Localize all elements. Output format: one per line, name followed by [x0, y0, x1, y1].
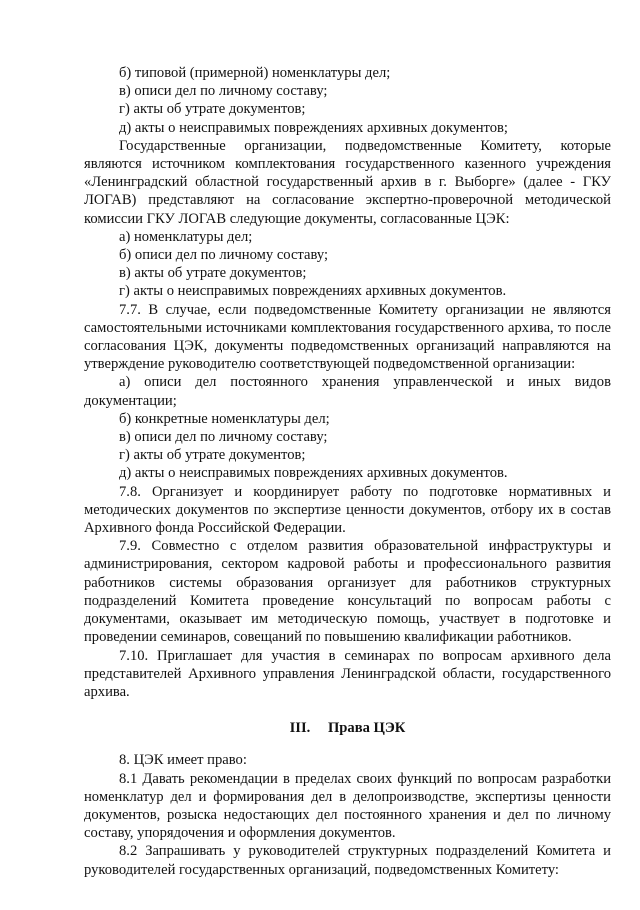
- list-item: б) описи дел по личному составу;: [119, 247, 329, 264]
- list-item: д) акты о неисправимых повреждениях архивных документов;: [119, 119, 508, 136]
- paragraph: 7.9. Совместно с отделом развития образовательной инфраструктуры и администрирования, сектором кадровой работы и профессионального развития работников системы образования организует для работников структурных подразделений Комитета проведение консультаций по вопросам работы с документами, оказывает им методическую помощь, участвует в подготовке и проведении семинаров, совещаний по повышению квалификации работников.: [84, 538, 611, 646]
- list-item: в) описи дел по личному составу;: [119, 429, 328, 446]
- list-item: д) акты о неисправимых повреждениях архивных документов.: [119, 465, 508, 482]
- document-body-part-2: [84, 751, 611, 878]
- list-item: г) акты об утрате документов;: [119, 101, 306, 118]
- section-title: Права ЦЭК: [327, 720, 406, 737]
- list-item: г) акты о неисправимых повреждениях архивных документов.: [119, 283, 507, 300]
- paragraph: 7.7. В случае, если подведомственные Комитету организации не являются самостоятельными источниками комплектования государственного архива, то после согласования ЦЭК, документы подведомственных организаций направляются на утверждение руководителю соответствующей подведомственной организации:: [84, 301, 611, 373]
- section-heading: [84, 719, 611, 737]
- list-item: г) акты об утрате документов;: [119, 447, 306, 464]
- list-item: б) конкретные номенклатуры дел;: [119, 410, 330, 427]
- document-body-part-1: [84, 64, 611, 701]
- document-page: [84, 64, 611, 879]
- list-item: в) описи дел по личному составу;: [119, 83, 328, 100]
- paragraph: а) описи дел постоянного хранения управленческой и иных видов документации;: [84, 374, 611, 409]
- paragraph: 7.8. Организует и координирует работу по подготовке нормативных и методических документов по экспертизе ценности документов, отбору их в состав Архивного фонда Российской Федерации.: [84, 483, 611, 537]
- paragraph: 7.10. Приглашает для участия в семинарах по вопросам архивного дела представителей Архивного управления Ленинградской области, государственного архива.: [84, 647, 611, 700]
- paragraph: 8. ЦЭК имеет право:: [119, 752, 247, 769]
- list-item: а) номенклатуры дел;: [119, 228, 253, 245]
- section-number: III.: [289, 720, 311, 737]
- list-item: в) акты об утрате документов;: [119, 265, 307, 282]
- paragraph: 8.2 Запрашивать у руководителей структурных подразделений Комитета и руководителей государственных организаций, подведомственных Комитету:: [84, 843, 611, 878]
- list-item: б) типовой (примерной) номенклатуры дел;: [119, 65, 391, 81]
- paragraph: Государственные организации, подведомственные Комитету, которые являются источником комплектования государственного казенного учреждения «Ленинградский областной государственный архив в г. Выборге» (далее - ГКУ ЛОГАВ) представляют на согласование экспертно-проверочной методической комиссии ГКУ ЛОГАВ следующие документы, согласованные ЦЭК:: [84, 137, 611, 227]
- paragraph: 8.1 Давать рекомендации в пределах своих функций по вопросам разработки номенклатур дел и формирования дел в делопроизводстве, экспертизы ценности документов, розыска недостающих дел постоянного хранения и дел по личному составу, упорядочения и оформления документов.: [84, 770, 611, 842]
